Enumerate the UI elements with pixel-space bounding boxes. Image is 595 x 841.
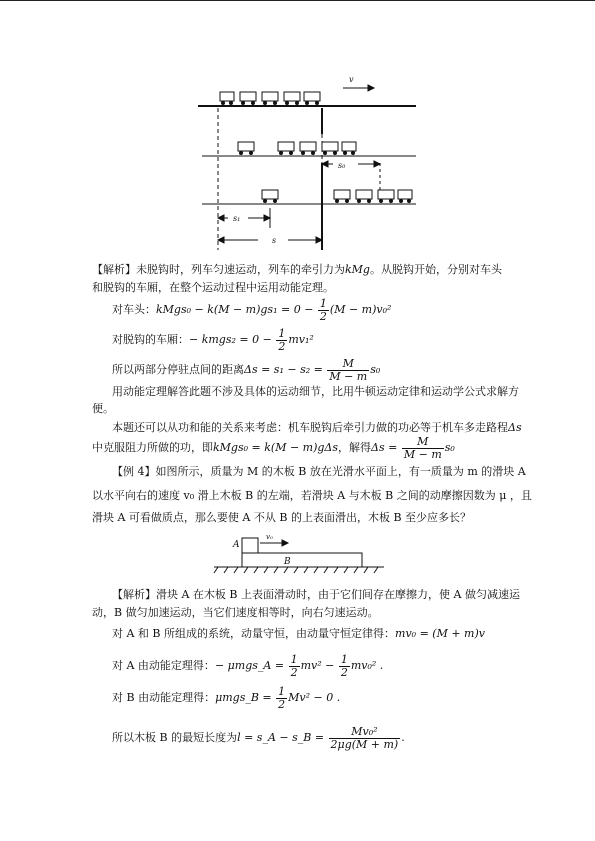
- momentum-equation: 对 A 和 B 所组成的系统，动量守恒，由动量守恒定律得：mv₀ = (M + m)v: [112, 627, 485, 640]
- board-b-label: B: [284, 557, 291, 567]
- car-equation: 对脱钩的车厢：− kmgs₂ = 0 − $\frac{1}{2}$ mv₁²: [112, 327, 314, 353]
- distance-equation: 所以两部分停驻点间的距离Δs = s₁ − s₂ = $\frac{M}{M - m}$ s₀: [112, 357, 381, 383]
- also-line1: 本题还可以从功和能的关系来考虑：机车脱钩后牵引力做的功必等于机车多走路程Δs: [112, 421, 522, 434]
- example4-line2: 以水平向右的速度 v₀ 滑上木板 B 的左端，若滑块 A 与木板 B 之间的动摩擦因数为 μ ，且: [92, 489, 532, 502]
- s1-label: s₁: [233, 214, 241, 223]
- v-label: v: [349, 75, 354, 84]
- also-line2: 中克服阻力所做的功，即kMgs₀ = k(M − m)gΔs，解得Δs = $\frac{M}{M - m}$ s₀: [92, 435, 455, 461]
- analysis1-line1: 【解析】未脱钩时，列车匀速运动，列车的牵引力为kMg。从脱钩开始，分别对车头: [92, 263, 502, 276]
- example4-line1: 【例 4】如图所示，质量为 M 的木板 B 放在光滑水平面上，有一质量为 m 的滑块 A: [112, 465, 526, 478]
- example4-line3: 滑块 A 可看做质点，那么要使 A 不从 B 的上表面滑出，木板 B 至少应多长？: [92, 511, 472, 524]
- analysis2-line2: 动，B 做匀加速运动，当它们速度相等时，向右匀速运动。: [92, 606, 379, 619]
- b-equation: 对 B 由动能定理得：μmgs_B = $\frac{1}{2}$ Mv² − 0 .: [112, 685, 341, 711]
- analysis2-line1: 【解析】滑块 A 在木板 B 上表面滑动时，由于它们间存在摩擦力，使 A 做匀减速运: [112, 588, 520, 601]
- head-equation: 对车头：kMgs₀ − k(M − m)gs₁ = 0 − $\frac{1}{2}$ (M − m)v₀²: [112, 297, 392, 323]
- comment-line2: 便。: [92, 402, 114, 415]
- velocity-label: v₀: [266, 533, 273, 541]
- a-equation: 对 A 由动能定理得：− μmgs_A = $\frac{1}{2}$ mv² − $\frac{1}{2}$ mv₀² .: [112, 653, 384, 679]
- result-equation: 所以木板 B 的最短长度为l = s_A − s_B = $\frac{\text{Mv₀²}}{2\mu g(M + m)}$ .: [112, 725, 405, 751]
- top-rule: [0, 0, 595, 1]
- s0-label: s₀: [338, 161, 346, 170]
- s-label: s: [272, 236, 277, 245]
- comment-line1: 用动能定理解答此题不涉及具体的运动细节，比用牛顿运动定律和运动学公式求解方: [112, 385, 519, 398]
- train-diagram: [198, 68, 418, 250]
- block-board-diagram: [208, 530, 388, 580]
- analysis1-line2: 和脱钩的车厢，在整个运动过程中运用动能定理。: [92, 281, 334, 294]
- block-a-label: A: [233, 540, 240, 550]
